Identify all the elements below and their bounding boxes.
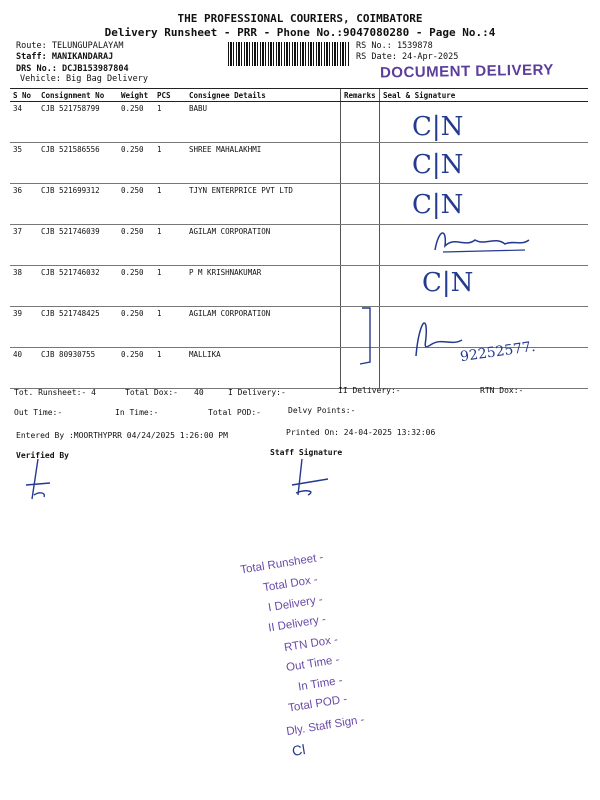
cell-consignee: TJYN ENTERPRICE PVT LTD [186, 184, 341, 225]
cell-sno: 36 [10, 184, 38, 225]
stamp-line: Out Time - [285, 653, 341, 675]
col-weight: Weight [118, 89, 154, 102]
vehicle-label: Vehicle: Big Bag Delivery [20, 74, 148, 84]
cell-consignment: CJB 521746032 [38, 266, 118, 307]
cell-sno: 34 [10, 102, 38, 143]
table-header-row [10, 89, 588, 102]
cell-weight: 0.250 [118, 266, 154, 307]
stamp-line: Total Dox - [262, 573, 319, 595]
stamp-line: I Delivery - [267, 593, 324, 615]
cell-weight: 0.250 [118, 184, 154, 225]
signature-cn-36: C|N [412, 190, 464, 220]
staff-signature [288, 455, 338, 500]
barcode [228, 42, 350, 66]
cell-consignee: SHREE MAHALAKHMI [186, 143, 341, 184]
cell-consignee: AGILAM CORPORATION [186, 225, 341, 266]
col-remarks: Remarks [341, 89, 380, 102]
in-time-label: In Time:- [115, 408, 159, 417]
stamp-line: In Time - [297, 674, 344, 694]
total-pod-label: Total POD:- [208, 408, 261, 417]
route-label: Route: TELUNGUPALAYAM [16, 41, 124, 51]
table-row [10, 143, 588, 184]
stamp-line: Total POD - [287, 693, 349, 715]
cell-pcs: 1 [154, 307, 186, 348]
cell-signature [380, 102, 589, 143]
stamp-line: RTN Dox - [283, 633, 339, 655]
table-row [10, 184, 588, 225]
cell-consignment: CJB 521699312 [38, 184, 118, 225]
cell-consignee: P M KRISHNAKUMAR [186, 266, 341, 307]
staff-label: Staff: MANIKANDARAJ [16, 52, 114, 62]
drs-label: DRS No.: DCJB153987804 [16, 64, 129, 74]
document-delivery-stamp: DOCUMENT DELIVERY [379, 61, 554, 82]
cell-sno: 35 [10, 143, 38, 184]
cell-pcs: 1 [154, 184, 186, 225]
cell-consignment: CJB 521748425 [38, 307, 118, 348]
col-pcs: PCS [154, 89, 186, 102]
cell-signature [380, 184, 589, 225]
ii-delivery-label: II Delivery:- [338, 386, 401, 395]
signature-cn-38: C|N [422, 268, 474, 298]
cell-remarks [341, 225, 380, 266]
cell-consignment: CJB 521746039 [38, 225, 118, 266]
cell-weight: 0.250 [118, 307, 154, 348]
rs-date-label: RS Date: 24-Apr-2025 [356, 52, 459, 62]
table-row [10, 102, 588, 143]
cell-weight: 0.250 [118, 225, 154, 266]
cell-weight: 0.250 [118, 348, 154, 389]
total-dox-value: 40 [194, 388, 204, 397]
i-delivery-label: I Delivery:- [228, 388, 286, 397]
verified-signature [20, 455, 60, 505]
cell-remarks [341, 184, 380, 225]
cell-pcs: 1 [154, 143, 186, 184]
cell-sno: 40 [10, 348, 38, 389]
cell-signature [380, 143, 589, 184]
out-time-label: Out Time:- [14, 408, 63, 417]
cell-sno: 37 [10, 225, 38, 266]
signature-cn-34: C|N [412, 112, 464, 142]
staff-signature-label: Staff Signature [270, 448, 343, 457]
entered-by: Entered By :MOORTHYPRR 04/24/2025 1:26:00 PM [16, 431, 228, 440]
col-consignment: Consignment No [38, 89, 118, 102]
cell-sno: 38 [10, 266, 38, 307]
cell-remarks [341, 102, 380, 143]
stamp-line: II Delivery - [267, 613, 327, 635]
cell-weight: 0.250 [118, 143, 154, 184]
stamp-line: Dly. Staff Sign - [285, 713, 366, 739]
signature-cn-35: C|N [412, 150, 464, 180]
cell-pcs: 1 [154, 348, 186, 389]
col-sno: S No [10, 89, 38, 102]
stamp-line: Cl [290, 741, 307, 759]
runsheet-subtitle: Delivery Runsheet - PRR - Phone No.:9047080280 - Page No.:4 [104, 26, 496, 39]
cell-consignment: CJB 521758799 [38, 102, 118, 143]
total-dox-label: Total Dox:- [125, 388, 178, 397]
cell-consignment: CJB 80930755 [38, 348, 118, 389]
verified-by-label: Verified By [16, 451, 69, 460]
rs-no-label: RS No.: 1539878 [356, 41, 433, 51]
cell-pcs: 1 [154, 225, 186, 266]
table-row [10, 307, 588, 348]
stamp-line: Total Runsheet - [239, 551, 325, 577]
cell-signature [380, 266, 589, 307]
cell-sno: 39 [10, 307, 38, 348]
total-runsheet: Tot. Runsheet:- 4 [14, 388, 96, 397]
table-row [10, 266, 588, 307]
cell-weight: 0.250 [118, 102, 154, 143]
cell-consignment: CJB 521586556 [38, 143, 118, 184]
cell-remarks [341, 143, 380, 184]
signature-scribble-37 [425, 222, 535, 262]
cell-pcs: 1 [154, 266, 186, 307]
company-title: THE PROFESSIONAL COURIERS, COIMBATORE [177, 12, 423, 25]
col-consignee: Consignee Details [186, 89, 341, 102]
cell-consignee: MALLIKA [186, 348, 341, 389]
cell-pcs: 1 [154, 102, 186, 143]
cell-consignee: BABU [186, 102, 341, 143]
col-seal-signature: Seal & Signature [380, 89, 589, 102]
printed-on: Printed On: 24-04-2025 13:32:06 [286, 428, 436, 437]
delvy-points-label: Delvy Points:- [288, 406, 356, 415]
signature-phone-40: 92252577. [459, 338, 537, 366]
bracket-mark [356, 300, 386, 370]
cell-consignee: AGILAM CORPORATION [186, 307, 341, 348]
rtn-dox-label: RTN Dox:- [480, 386, 524, 395]
